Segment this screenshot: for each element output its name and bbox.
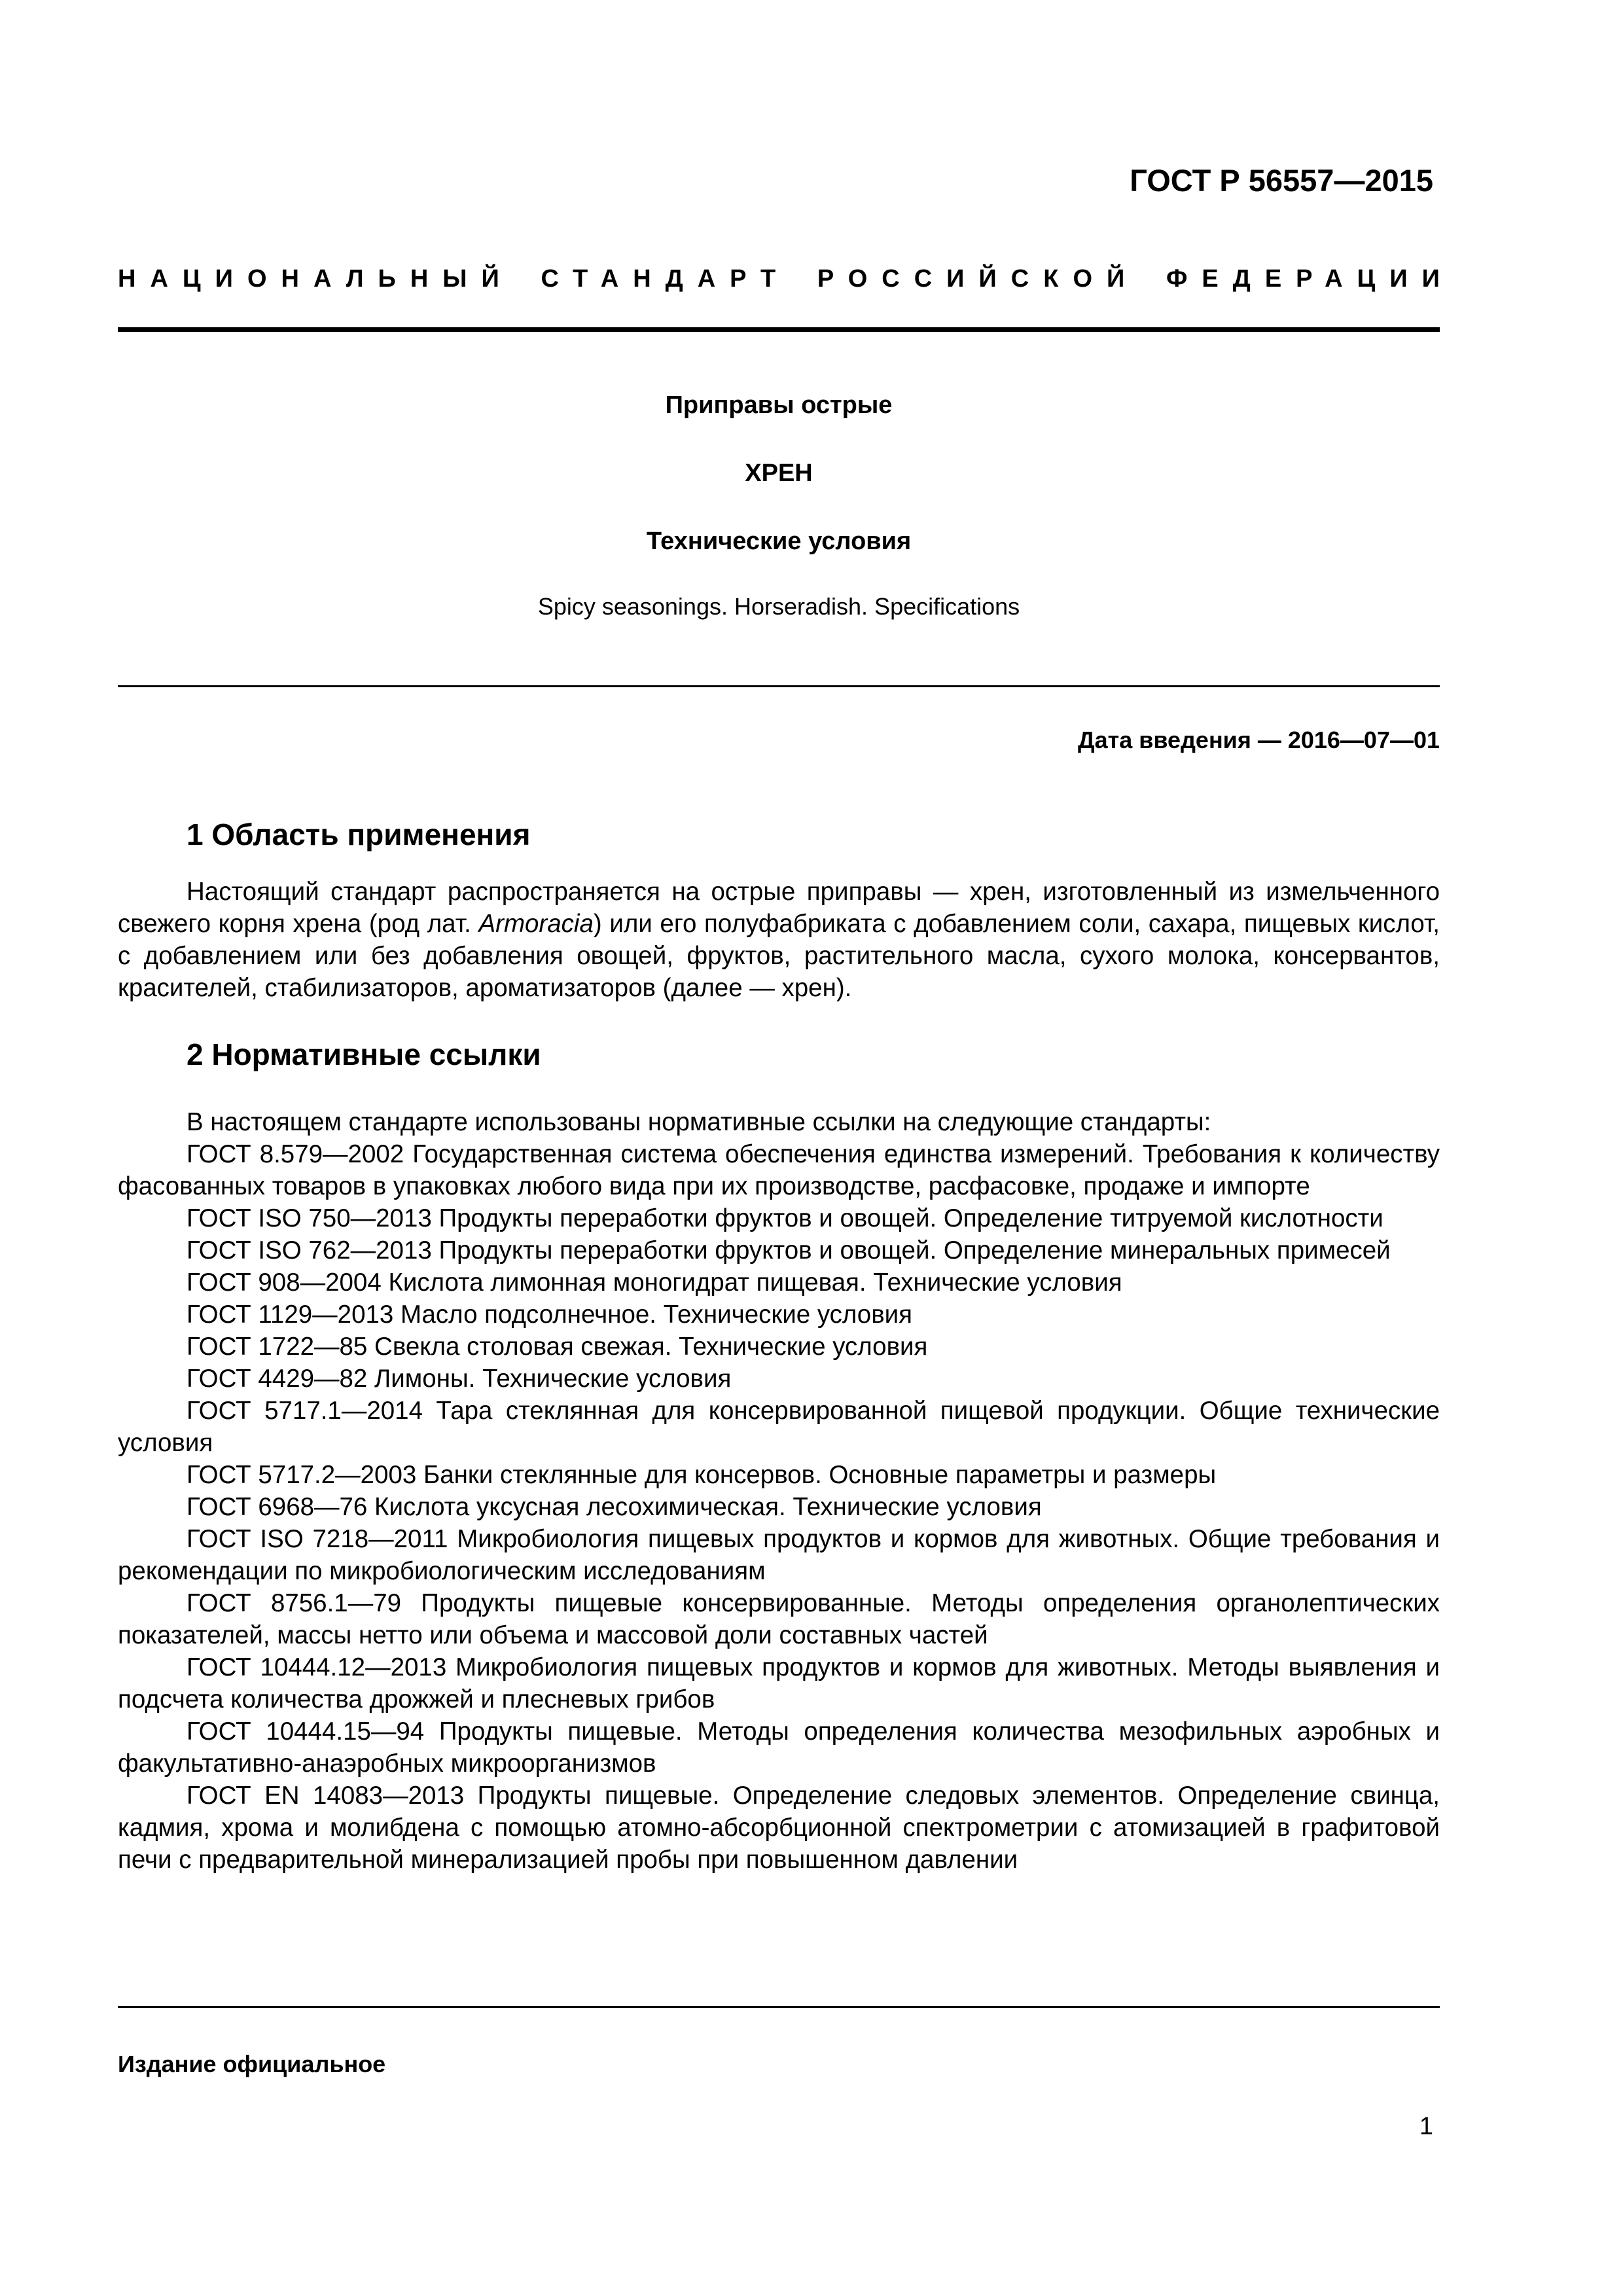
section-1-body <box>118 876 1440 1004</box>
latin-name: Armoracia <box>478 910 594 938</box>
reference-item: ГОСТ 5717.1—2014 Тара стеклянная для консервированной пищевой продукции. Общие технические условия <box>118 1397 1440 1457</box>
reference-item: ГОСТ 4429—82 Лимоны. Технические условия <box>187 1365 732 1393</box>
reference-item: ГОСТ ISO 762—2013 Продукты переработки фруктов и овощей. Определение минеральных примесей <box>187 1236 1391 1265</box>
page-number: 1 <box>1419 2113 1433 2140</box>
reference-item: ГОСТ 10444.12—2013 Микробиология пищевых продуктов и кормов для животных. Методы выявления и подсчета количества дрожжей и плесневых грибов <box>118 1653 1440 1713</box>
national-title-word: НАЦИОНАЛЬНЫЙ <box>118 265 514 293</box>
standard-subtitle: ХРЕН <box>745 459 813 487</box>
section-1-paragraph <box>118 876 1440 1004</box>
document-number: ГОСТ Р 56557—2015 <box>1130 163 1433 198</box>
section-1-text-start: Настоящий стандарт распространяется на острые приправы — хрен, изготовленный из измельченного свежего корня хрена (род лат. <box>118 878 1440 938</box>
introduction-date: Дата введения — 2016—07—01 <box>1077 726 1440 753</box>
reference-item: ГОСТ EN 14083—2013 Продукты пищевые. Определение следовых элементов. Определение свинца, кадмия, хрома и молибдена с помощью атомно-абсорбционной спектрометрии с атомизацией в графитовой печи с предварительной минерализацией пробы при повышенном давлении <box>118 1782 1440 1874</box>
section-2-heading: 2 Нормативные ссылки <box>187 1037 541 1071</box>
section-1-text-end: ) или его полуфабриката с добавлением соли, сахара, пищевых кислот, с добавлением или без добавления овощей, фруктов, растительного масла, сухого молока, консервантов, красителей, стабилизаторов, ароматизаторов (далее — хрен). <box>118 910 1440 1002</box>
reference-item: ГОСТ 8.579—2002 Государственная система обеспечения единства измерений. Требования к количеству фасованных товаров в упаковках любого вида при их производстве, расфасовке, продаже и импорте <box>118 1140 1440 1200</box>
reference-item: ГОСТ 10444.15—94 Продукты пищевые. Методы определения количества мезофильных аэробных и факультативно-анаэробных микроорганизмов <box>118 1717 1440 1778</box>
national-title-word: РОССИЙСКОЙ <box>817 265 1139 293</box>
reference-item: ГОСТ 1129—2013 Масло подсолнечное. Технические условия <box>187 1300 912 1329</box>
reference-item: ГОСТ 5717.2—2003 Банки стеклянные для консервов. Основные параметры и размеры <box>187 1461 1217 1489</box>
reference-item: ГОСТ 6968—76 Кислота уксусная лесохимическая. Технические условия <box>187 1493 1042 1521</box>
national-title-word: ФЕДЕРАЦИИ <box>1166 265 1454 293</box>
footer-divider <box>118 2006 1440 2008</box>
title-divider <box>118 685 1440 687</box>
reference-item: ГОСТ 908—2004 Кислота лимонная моногидрат пищевая. Технические условия <box>187 1268 1122 1297</box>
official-edition-label: Издание официальное <box>118 2051 386 2077</box>
standard-title: Приправы острые <box>665 391 893 419</box>
national-standard-title <box>118 265 1454 293</box>
header-divider <box>118 327 1440 332</box>
section-2-body <box>118 1106 1440 1876</box>
national-title-word: СТАНДАРТ <box>541 265 791 293</box>
standard-spec-title: Технические условия <box>646 528 912 555</box>
reference-item: ГОСТ 1722—85 Свекла столовая свежая. Технические условия <box>187 1333 928 1361</box>
reference-item: ГОСТ ISO 7218—2011 Микробиология пищевых продуктов и кормов для животных. Общие требования и рекомендации по микробиологическим исследованиям <box>118 1525 1440 1585</box>
reference-item: ГОСТ 8756.1—79 Продукты пищевые консервированные. Методы определения органолептических показателей, массы нетто или объема и массовой доли составных частей <box>118 1589 1440 1649</box>
section-2-intro: В настоящем стандарте использованы нормативные ссылки на следующие стандарты: <box>187 1108 1211 1136</box>
english-title: Spicy seasonings. Horseradish. Specifications <box>537 593 1020 620</box>
section-1-heading: 1 Область применения <box>187 817 531 852</box>
reference-item: ГОСТ ISO 750—2013 Продукты переработки фруктов и овощей. Определение титруемой кислотности <box>187 1204 1383 1232</box>
